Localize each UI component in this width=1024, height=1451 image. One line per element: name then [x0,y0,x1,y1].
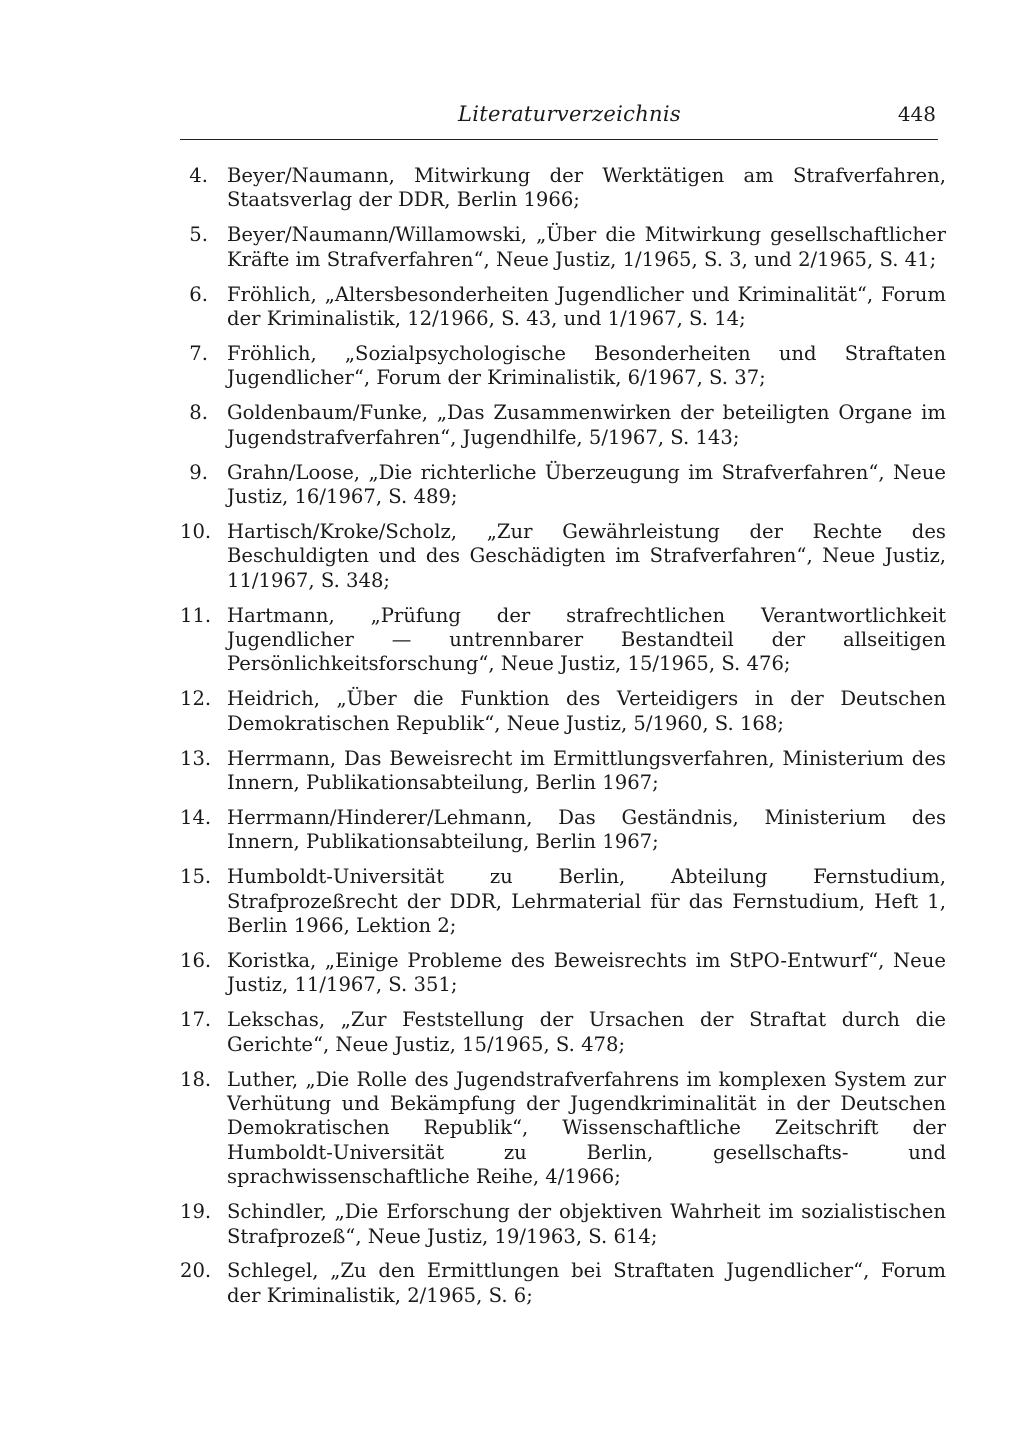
header-divider [180,139,938,140]
reference-text: Goldenbaum/Funke, „Das Zusammenwirken der beteiligten Organe im Jugendstrafverfahren“, Jugendhilfe, 5/1967, S. 143; [227,401,946,449]
reference-text: Luther, „Die Rolle des Jugendstrafverfahrens im komplexen System zur Verhütung und Bekämpfung der Jugendkriminalität in der Deutschen Demokratischen Republik“, Wissenschaftliche Zeitschrift der Humboldt-Universität zu Berlin, gesellschafts- und sprachwissenschaftliche Reihe, 4/1966; [227,1067,946,1189]
reference-number: 13. [180,746,212,770]
reference-number: 16. [180,948,212,972]
reference-number: 11. [180,603,212,627]
page-header [180,96,940,132]
reference-text: Hartisch/Kroke/Scholz, „Zur Gewährleistung der Rechte des Beschuldigten und des Geschädigten im Strafverfahren“, Neue Justiz, 11/1967, S. 348; [227,519,946,592]
reference-number: 9. [189,460,208,484]
reference-list [180,164,946,1319]
reference-text: Hartmann, „Prüfung der strafrechtlichen Verantwortlichkeit Jugendlicher — untrennbarer Bestandteil der allseitigen Persönlichkeitsforschung“, Neue Justiz, 15/1965, S. 476; [227,603,946,676]
reference-item [180,401,946,450]
reference-text: Schindler, „Die Erforschung der objektiven Wahrheit im sozialistischen Strafprozeß“, Neue Justiz, 19/1963, S. 614; [227,1200,946,1248]
page-number: 448 [897,102,936,126]
reference-item [180,223,946,272]
reference-number: 14. [180,805,212,829]
reference-item [180,342,946,391]
reference-item [180,520,946,593]
reference-text: Fröhlich, „Altersbesonderheiten Jugendlicher und Kriminalität“, Forum der Kriminalistik, 12/1966, S. 43, und 1/1967, S. 14; [227,282,946,331]
reference-item [180,1008,946,1057]
reference-text: Humboldt-Universität zu Berlin, Abteilung Fernstudium, Strafprozeßrecht der DDR, Lehrmaterial für das Fernstudium, Heft 1, Berlin 1966, Lektion 2; [227,865,946,938]
reference-number: 18. [180,1067,212,1091]
reference-number: 6. [189,282,208,306]
reference-item [180,687,946,736]
reference-number: 10. [180,519,212,543]
reference-text: Koristka, „Einige Probleme des Beweisrechts im StPO-Entwurf“, Neue Justiz, 11/1967, S. 351; [227,948,946,997]
reference-text: Herrmann, Das Beweisrecht im Ermittlungsverfahren, Ministerium des Innern, Publikationsabteilung, Berlin 1967; [227,746,946,795]
reference-item [180,747,946,796]
reference-number: 5. [189,223,208,247]
reference-text: Lekschas, „Zur Feststellung der Ursachen der Straftat durch die Gerichte“, Neue Justiz, 15/1965, S. 478; [227,1008,946,1056]
reference-text: Beyer/Naumann, Mitwirkung der Werktätigen am Strafverfahren, Staatsverlag der DDR, Berlin 1966; [227,164,946,212]
reference-item [180,1259,946,1308]
reference-item [180,806,946,855]
reference-item [180,1068,946,1190]
reference-item [180,949,946,998]
reference-number: 19. [180,1200,212,1224]
reference-text: Schlegel, „Zu den Ermittlungen bei Straftaten Jugendlicher“, Forum der Kriminalistik, 2/1965, S. 6; [227,1259,946,1307]
reference-item [180,604,946,677]
reference-item [180,283,946,332]
reference-item [180,865,946,938]
reference-text: Beyer/Naumann/Willamowski, „Über die Mitwirkung gesellschaftlicher Kräfte im Strafverfahren“, Neue Justiz, 1/1965, S. 3, und 2/1965, S. 41; [227,223,946,271]
reference-item [180,164,946,213]
reference-number: 8. [189,401,208,425]
reference-item [180,1200,946,1249]
reference-number: 20. [180,1259,212,1283]
reference-text: Herrmann/Hinderer/Lehmann, Das Geständnis, Ministerium des Innern, Publikationsabteilung, Berlin 1967; [227,805,946,854]
running-title: Literaturverzeichnis [458,102,681,126]
reference-text: Grahn/Loose, „Die richterliche Überzeugung im Strafverfahren“, Neue Justiz, 16/1967, S. 489; [227,460,946,508]
reference-number: 15. [180,865,212,889]
reference-number: 12. [180,687,212,711]
reference-number: 4. [189,164,208,187]
reference-number: 17. [180,1008,212,1032]
reference-text: Fröhlich, „Sozialpsychologische Besonderheiten und Straftaten Jugendlicher“, Forum der Kriminalistik, 6/1967, S. 37; [227,341,946,390]
reference-number: 7. [189,341,208,365]
reference-item [180,461,946,510]
reference-text: Heidrich, „Über die Funktion des Verteidigers in der Deutschen Demokratischen Republik“, Neue Justiz, 5/1960, S. 168; [227,687,946,735]
